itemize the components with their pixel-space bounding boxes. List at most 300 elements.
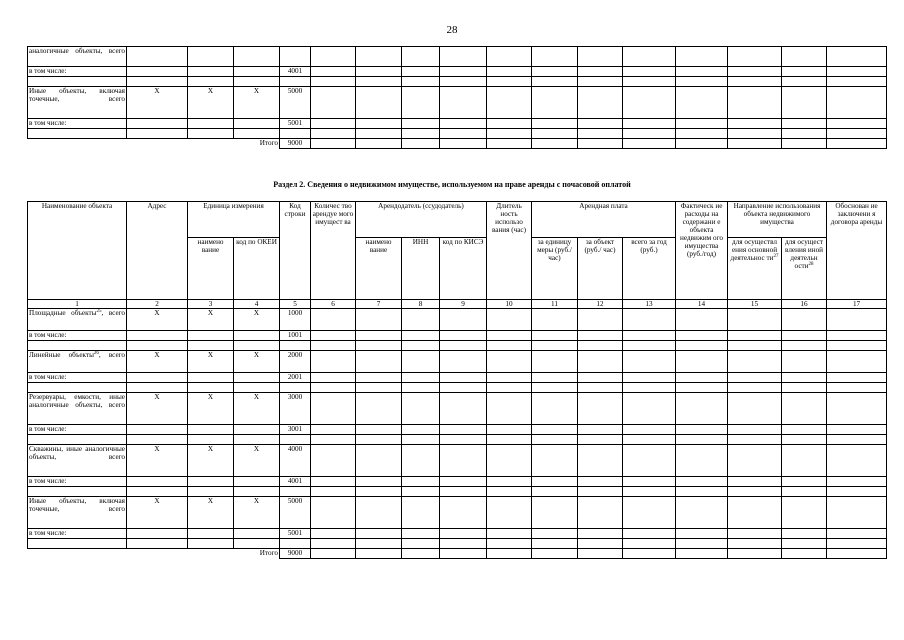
table-cell <box>280 341 311 351</box>
table-cell <box>487 47 532 67</box>
table-cell <box>623 487 676 497</box>
table-cell <box>356 425 402 435</box>
table-cell <box>280 383 311 393</box>
table-cell <box>311 425 356 435</box>
header-unit-code: код по ОКЕИ <box>234 238 280 300</box>
table-cell <box>311 351 356 373</box>
table-cell <box>311 393 356 425</box>
table-cell <box>356 373 402 383</box>
table-cell <box>782 77 827 87</box>
x-mark-cell: X <box>188 309 234 331</box>
table-cell <box>487 373 532 383</box>
table-cell <box>623 529 676 539</box>
row-code-cell: 1001 <box>280 331 311 341</box>
table-cell <box>578 425 623 435</box>
table-cell <box>827 435 887 445</box>
header-lessor-inn: ИНН <box>402 238 440 300</box>
column-number: 6 <box>311 300 356 309</box>
table-cell <box>402 425 440 435</box>
table-cell <box>782 529 827 539</box>
table-cell <box>311 309 356 331</box>
table-cell <box>623 477 676 487</box>
table-cell <box>782 383 827 393</box>
object-name-tail: , всего <box>98 351 125 359</box>
table-cell <box>356 87 402 119</box>
table-cell <box>127 341 188 351</box>
table-cell <box>188 331 234 341</box>
table-cell <box>234 425 280 435</box>
table-cell <box>356 331 402 341</box>
table-cell <box>827 341 887 351</box>
table-cell <box>728 549 782 559</box>
column-number: 1 <box>28 300 127 309</box>
table-cell <box>188 341 234 351</box>
sub-label-cell: в том числе: <box>28 331 127 341</box>
table-cell <box>234 435 280 445</box>
table-cell <box>234 373 280 383</box>
table-cell <box>127 383 188 393</box>
table-cell <box>578 383 623 393</box>
x-mark-cell <box>127 119 188 129</box>
table-cell <box>356 539 402 549</box>
table-cell <box>827 529 887 539</box>
table-cell <box>440 77 487 87</box>
object-name-text: Иные объекты, включая точечные, всего <box>29 497 125 513</box>
table-cell <box>311 477 356 487</box>
header-direction: Направление использования объекта недвижимого имущества <box>728 202 827 238</box>
column-numbers-row <box>28 300 887 309</box>
table-cell <box>676 77 728 87</box>
table-cell <box>728 497 782 529</box>
row-code-cell: 5001 <box>280 119 311 129</box>
table-cell <box>487 341 532 351</box>
table-cell <box>127 425 188 435</box>
object-name-cell <box>28 445 127 477</box>
object-name-cell <box>28 309 127 331</box>
table-cell <box>402 373 440 383</box>
table-cell <box>782 539 827 549</box>
table-cell <box>782 119 827 129</box>
header-name: Наименование объекта <box>28 202 127 300</box>
table-cell <box>676 119 728 129</box>
table-cell <box>676 309 728 331</box>
table-row <box>28 119 887 129</box>
table-cell <box>782 445 827 477</box>
table-cell <box>402 47 440 67</box>
table-cell <box>676 393 728 425</box>
table-cell <box>356 351 402 373</box>
row-code-cell: 5001 <box>280 529 311 539</box>
table-cell <box>127 435 188 445</box>
table-cell <box>578 331 623 341</box>
table-cell <box>280 539 311 549</box>
table-cell <box>623 425 676 435</box>
x-mark-cell <box>234 129 280 139</box>
sub-label-cell: в том числе: <box>28 529 127 539</box>
table-cell <box>311 119 356 129</box>
table-cell <box>188 435 234 445</box>
table-cell <box>28 539 127 549</box>
header-rent-unit: за единицу меры (руб./ час) <box>532 238 578 300</box>
x-mark-cell: X <box>127 497 188 529</box>
table-row <box>28 77 887 87</box>
object-name-text: Площадные объекты <box>29 309 97 317</box>
table-cell <box>728 341 782 351</box>
column-number: 3 <box>188 300 234 309</box>
table-cell <box>578 487 623 497</box>
x-mark-cell: X <box>234 393 280 425</box>
table-cell <box>676 539 728 549</box>
table-cell <box>827 129 887 139</box>
table-cell <box>532 67 578 77</box>
row-code-cell: 2001 <box>280 373 311 383</box>
table-cell <box>188 425 234 435</box>
column-number: 12 <box>578 300 623 309</box>
blank-row <box>28 487 887 497</box>
x-mark-cell <box>188 77 234 87</box>
table-cell <box>676 383 728 393</box>
table-cell <box>782 351 827 373</box>
table-cell <box>440 87 487 119</box>
table-cell <box>532 139 578 149</box>
table-cell <box>402 497 440 529</box>
table-cell <box>532 47 578 67</box>
x-mark-cell <box>234 67 280 77</box>
table-cell <box>487 67 532 77</box>
table-cell <box>782 129 827 139</box>
table-cell <box>440 529 487 539</box>
table-cell <box>440 331 487 341</box>
table-cell <box>728 47 782 67</box>
table-cell <box>532 119 578 129</box>
object-name-cell: аналогичные объекты, всего <box>28 47 127 67</box>
table-cell <box>440 373 487 383</box>
group-row <box>28 351 887 373</box>
table-cell <box>532 425 578 435</box>
table-cell <box>578 445 623 477</box>
table-cell <box>676 351 728 373</box>
table-cell <box>440 47 487 67</box>
x-mark-cell: X <box>127 309 188 331</box>
subtotal-row <box>28 373 887 383</box>
table-cell <box>402 487 440 497</box>
table-cell <box>402 67 440 77</box>
table-cell <box>356 445 402 477</box>
table-cell <box>728 487 782 497</box>
table-cell <box>487 309 532 331</box>
row-code-cell: 5000 <box>280 87 311 119</box>
table-cell <box>676 341 728 351</box>
x-mark-cell: X <box>127 393 188 425</box>
table-cell <box>532 435 578 445</box>
table-cell <box>487 87 532 119</box>
header-actual-costs: Фактическ ие расходы на содержани е объекта недвижим ого имущества (руб./год) <box>676 202 728 300</box>
table-cell <box>827 445 887 477</box>
table-cell <box>578 87 623 119</box>
x-mark-cell: X <box>127 445 188 477</box>
table-cell <box>311 445 356 477</box>
x-mark-cell <box>188 47 234 67</box>
object-name-cell: в том числе: <box>28 67 127 77</box>
table-cell <box>623 393 676 425</box>
table-cell <box>440 539 487 549</box>
footnote-ref: 25 <box>96 309 102 314</box>
sub-label-cell: в том числе: <box>28 373 127 383</box>
table-cell <box>623 549 676 559</box>
table-cell <box>127 477 188 487</box>
table-cell <box>532 341 578 351</box>
table-cell <box>532 373 578 383</box>
table-cell <box>782 393 827 425</box>
table-cell <box>311 139 356 149</box>
page-number: 28 <box>446 24 458 36</box>
table-cell <box>827 77 887 87</box>
object-name-cell <box>28 497 127 529</box>
table-cell <box>532 487 578 497</box>
table-cell <box>578 67 623 77</box>
table-cell <box>402 119 440 129</box>
table-cell <box>623 383 676 393</box>
table-cell <box>827 539 887 549</box>
table-cell <box>782 47 827 67</box>
table-cell <box>728 477 782 487</box>
table-cell <box>234 383 280 393</box>
table-cell <box>532 87 578 119</box>
table-cell <box>532 445 578 477</box>
table-cell <box>311 373 356 383</box>
table-cell <box>356 341 402 351</box>
table-cell <box>440 425 487 435</box>
table-cell <box>28 383 127 393</box>
subtotal-row <box>28 425 887 435</box>
header-address: Адрес <box>127 202 188 300</box>
table-cell <box>827 351 887 373</box>
table-cell <box>402 351 440 373</box>
table-cell <box>827 309 887 331</box>
table-cell <box>728 445 782 477</box>
table-cell <box>578 309 623 331</box>
x-mark-cell: X <box>127 351 188 373</box>
table-cell <box>728 67 782 77</box>
table-cell <box>311 67 356 77</box>
table-cell <box>782 425 827 435</box>
table-cell <box>188 477 234 487</box>
table-cell <box>827 497 887 529</box>
table-cell <box>311 435 356 445</box>
table-cell <box>487 119 532 129</box>
table-cell <box>311 539 356 549</box>
total-label: Итого <box>259 139 278 147</box>
x-mark-cell <box>234 119 280 129</box>
table-cell <box>487 331 532 341</box>
subtotal-row <box>28 331 887 341</box>
subtotal-row <box>28 529 887 539</box>
row-code-cell: 4000 <box>280 445 311 477</box>
table-cell <box>440 393 487 425</box>
x-mark-cell: X <box>188 497 234 529</box>
table-cell <box>356 497 402 529</box>
object-name-cell: в том числе: <box>28 119 127 129</box>
x-mark-cell <box>234 47 280 67</box>
column-number: 16 <box>782 300 827 309</box>
table-cell <box>311 87 356 119</box>
table-cell <box>728 529 782 539</box>
table-cell <box>127 373 188 383</box>
table-cell <box>676 435 728 445</box>
table-cell <box>623 309 676 331</box>
table-cell <box>532 539 578 549</box>
table-cell <box>782 373 827 383</box>
table-row <box>28 47 887 67</box>
column-number: 4 <box>234 300 280 309</box>
header-direction-main-text: для осуществл ения основной деятельнос ти <box>730 238 778 262</box>
table-cell <box>623 47 676 67</box>
table-cell <box>487 435 532 445</box>
table-cell <box>728 309 782 331</box>
table-cell <box>827 425 887 435</box>
table-cell <box>402 309 440 331</box>
row-code-cell: 1000 <box>280 309 311 331</box>
table-cell <box>623 129 676 139</box>
table-cell <box>532 477 578 487</box>
table-cell <box>532 393 578 425</box>
total-label: Итого <box>259 549 278 557</box>
header-lessor-name: наимено вание <box>356 238 402 300</box>
table-cell <box>402 341 440 351</box>
table-cell <box>782 549 827 559</box>
table-cell <box>440 435 487 445</box>
column-number: 9 <box>440 300 487 309</box>
table-cell <box>676 139 728 149</box>
table-cell <box>487 129 532 139</box>
table-cell <box>532 497 578 529</box>
table-cell <box>676 67 728 77</box>
x-mark-cell <box>234 77 280 87</box>
table-cell <box>578 477 623 487</box>
table-cell <box>728 425 782 435</box>
table-cell <box>487 393 532 425</box>
x-mark-cell <box>127 129 188 139</box>
table-cell <box>676 487 728 497</box>
section-title: Раздел 2. Сведения о недвижимом имуществе, используемом на праве аренды с почасовой оплатой <box>273 180 631 189</box>
table-cell <box>623 539 676 549</box>
x-mark-cell <box>127 47 188 67</box>
table-row <box>28 129 887 139</box>
table-cell <box>782 309 827 331</box>
sub-label-cell: в том числе: <box>28 425 127 435</box>
table-cell <box>188 373 234 383</box>
table-cell <box>356 309 402 331</box>
header-duration: Длитель ность использо вания (час) <box>487 202 532 300</box>
table-cell <box>487 77 532 87</box>
continuation-table <box>27 46 887 149</box>
header-unit-name: наимено вание <box>188 238 234 300</box>
table-cell <box>728 87 782 119</box>
object-name-cell <box>28 393 127 425</box>
header-rent-year: всего за год (руб.) <box>623 238 676 300</box>
group-row <box>28 445 887 477</box>
table-cell <box>28 435 127 445</box>
table-cell <box>623 445 676 477</box>
table-cell <box>532 529 578 539</box>
table-cell <box>623 139 676 149</box>
table-cell <box>578 341 623 351</box>
table-cell <box>440 487 487 497</box>
table-cell <box>487 139 532 149</box>
x-mark-cell: X <box>234 497 280 529</box>
table-cell <box>402 129 440 139</box>
table-cell <box>487 497 532 529</box>
row-code-cell <box>280 129 311 139</box>
table-cell <box>782 331 827 341</box>
table-cell <box>782 341 827 351</box>
table-cell <box>311 129 356 139</box>
table-cell <box>532 549 578 559</box>
table-cell <box>827 383 887 393</box>
table-cell <box>532 383 578 393</box>
table-cell <box>578 393 623 425</box>
table-cell <box>402 549 440 559</box>
table-cell <box>188 529 234 539</box>
column-number: 10 <box>487 300 532 309</box>
table-cell <box>188 383 234 393</box>
object-name-text: Скважины, иные аналогичные объекты, всего <box>29 445 125 461</box>
table-cell <box>623 67 676 77</box>
footnote-ref: 26 <box>93 351 99 356</box>
total-code-cell: 9000 <box>280 549 311 559</box>
table-cell <box>234 331 280 341</box>
table-cell <box>827 477 887 487</box>
row-code-cell: 4001 <box>280 67 311 77</box>
table-cell <box>728 77 782 87</box>
x-mark-cell: X <box>234 351 280 373</box>
x-mark-cell <box>188 119 234 129</box>
section2-table <box>27 201 887 559</box>
header-rent-object: за объект (руб./ час) <box>578 238 623 300</box>
group-row <box>28 497 887 529</box>
table-cell <box>440 549 487 559</box>
table-cell <box>676 425 728 435</box>
table-cell <box>127 331 188 341</box>
table-cell <box>827 393 887 425</box>
table-cell <box>782 487 827 497</box>
sub-label-cell: в том числе: <box>28 477 127 487</box>
row-code-cell: 4001 <box>280 477 311 487</box>
x-mark-cell: X <box>127 87 188 119</box>
table-cell <box>532 77 578 87</box>
table-cell <box>402 477 440 487</box>
table-cell <box>728 435 782 445</box>
table-cell <box>827 487 887 497</box>
table-cell <box>356 139 402 149</box>
table-cell <box>402 331 440 341</box>
table-cell <box>827 139 887 149</box>
table-cell <box>728 383 782 393</box>
row-code-cell: 3001 <box>280 425 311 435</box>
table-cell <box>487 539 532 549</box>
table-cell <box>728 331 782 341</box>
table-cell <box>440 477 487 487</box>
table-cell <box>782 67 827 77</box>
table-cell <box>578 139 623 149</box>
table-cell <box>440 341 487 351</box>
table-cell <box>827 47 887 67</box>
table-cell <box>234 341 280 351</box>
table-cell <box>578 119 623 129</box>
table-cell <box>311 47 356 67</box>
table-cell <box>827 119 887 129</box>
group-row <box>28 309 887 331</box>
